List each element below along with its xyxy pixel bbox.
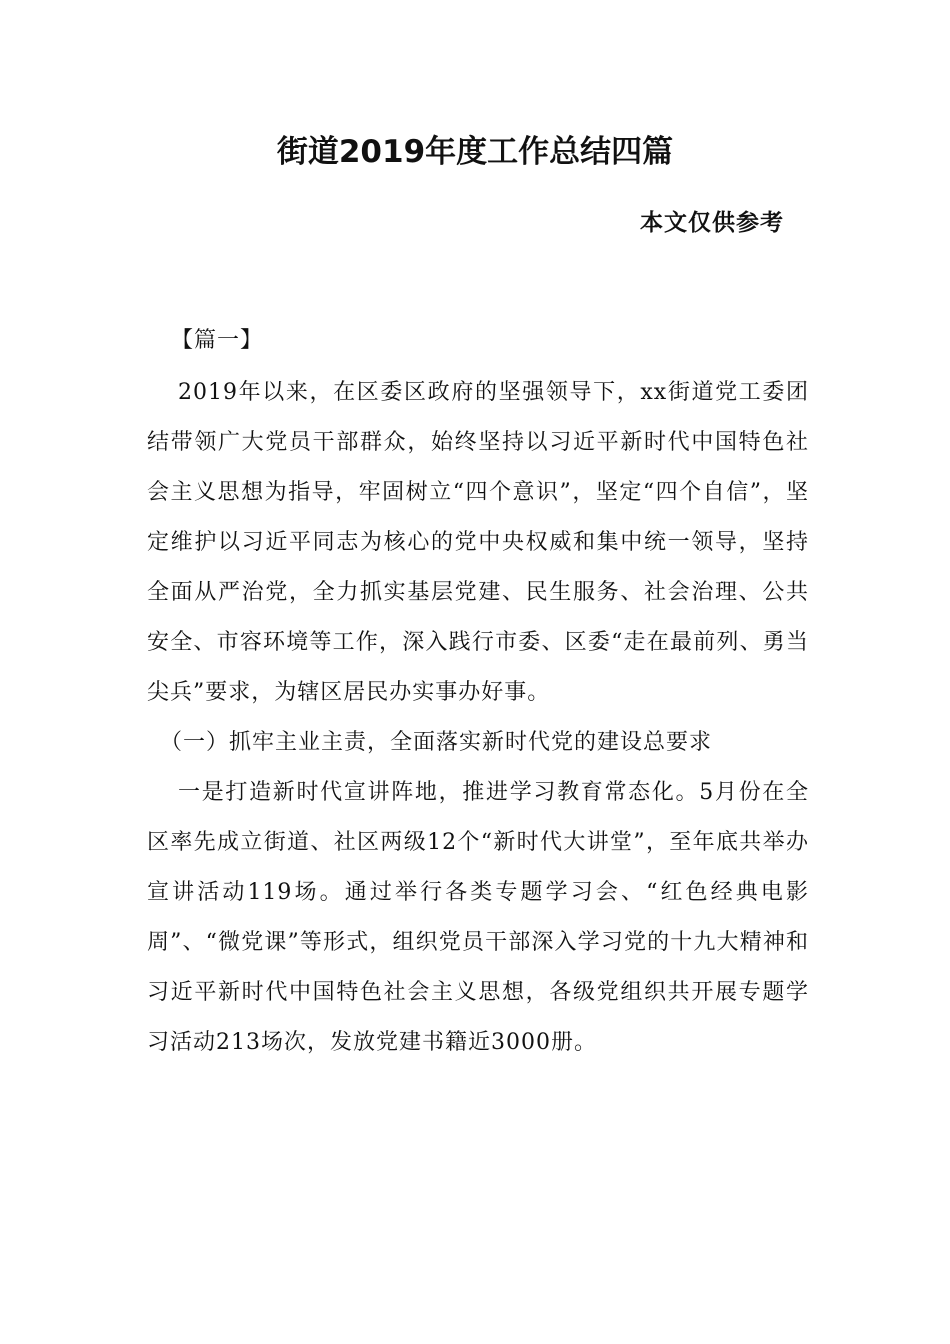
paragraph-detail: 一是打造新时代宣讲阵地，推进学习教育常态化。5月份在全区率先成立街道、社区两级12个“新时代大讲堂”，至年底共举办宣讲活动119场。通过举行各类专题学习会、“红色经典电影周”、“微党课”等形式，组织党员干部深入学习党的十九大精神和习近平新时代中国特色社会主义思想，各级党组织共开展专题学习活动213场次，发放党建书籍近3000册。: [147, 780, 809, 1055]
paragraph-intro: 2019年以来，在区委区政府的坚强领导下，xx街道党工委团结带领广大党员干部群众，始终坚持以习近平新时代中国特色社会主义思想为指导，牢固树立“四个意识”，坚定“四个自信”，坚定维护以习近平同志为核心的党中央权威和集中统一领导，坚持全面从严治党，全力抓实基层党建、民生服务、社会治理、公共安全、市容环境等工作，深入践行市委、区委“走在最前列、勇当尖兵”要求，为辖区居民办实事办好事。: [147, 380, 809, 705]
document-title: 街道2019年度工作总结四篇: [276, 134, 674, 170]
paragraph-heading: （一）抓牢主业主责，全面落实新时代党的建设总要求: [160, 730, 713, 755]
reference-note: 本文仅供参考: [640, 210, 784, 236]
section-mark: 【篇一】: [171, 328, 264, 353]
document-body: [147, 316, 809, 1068]
